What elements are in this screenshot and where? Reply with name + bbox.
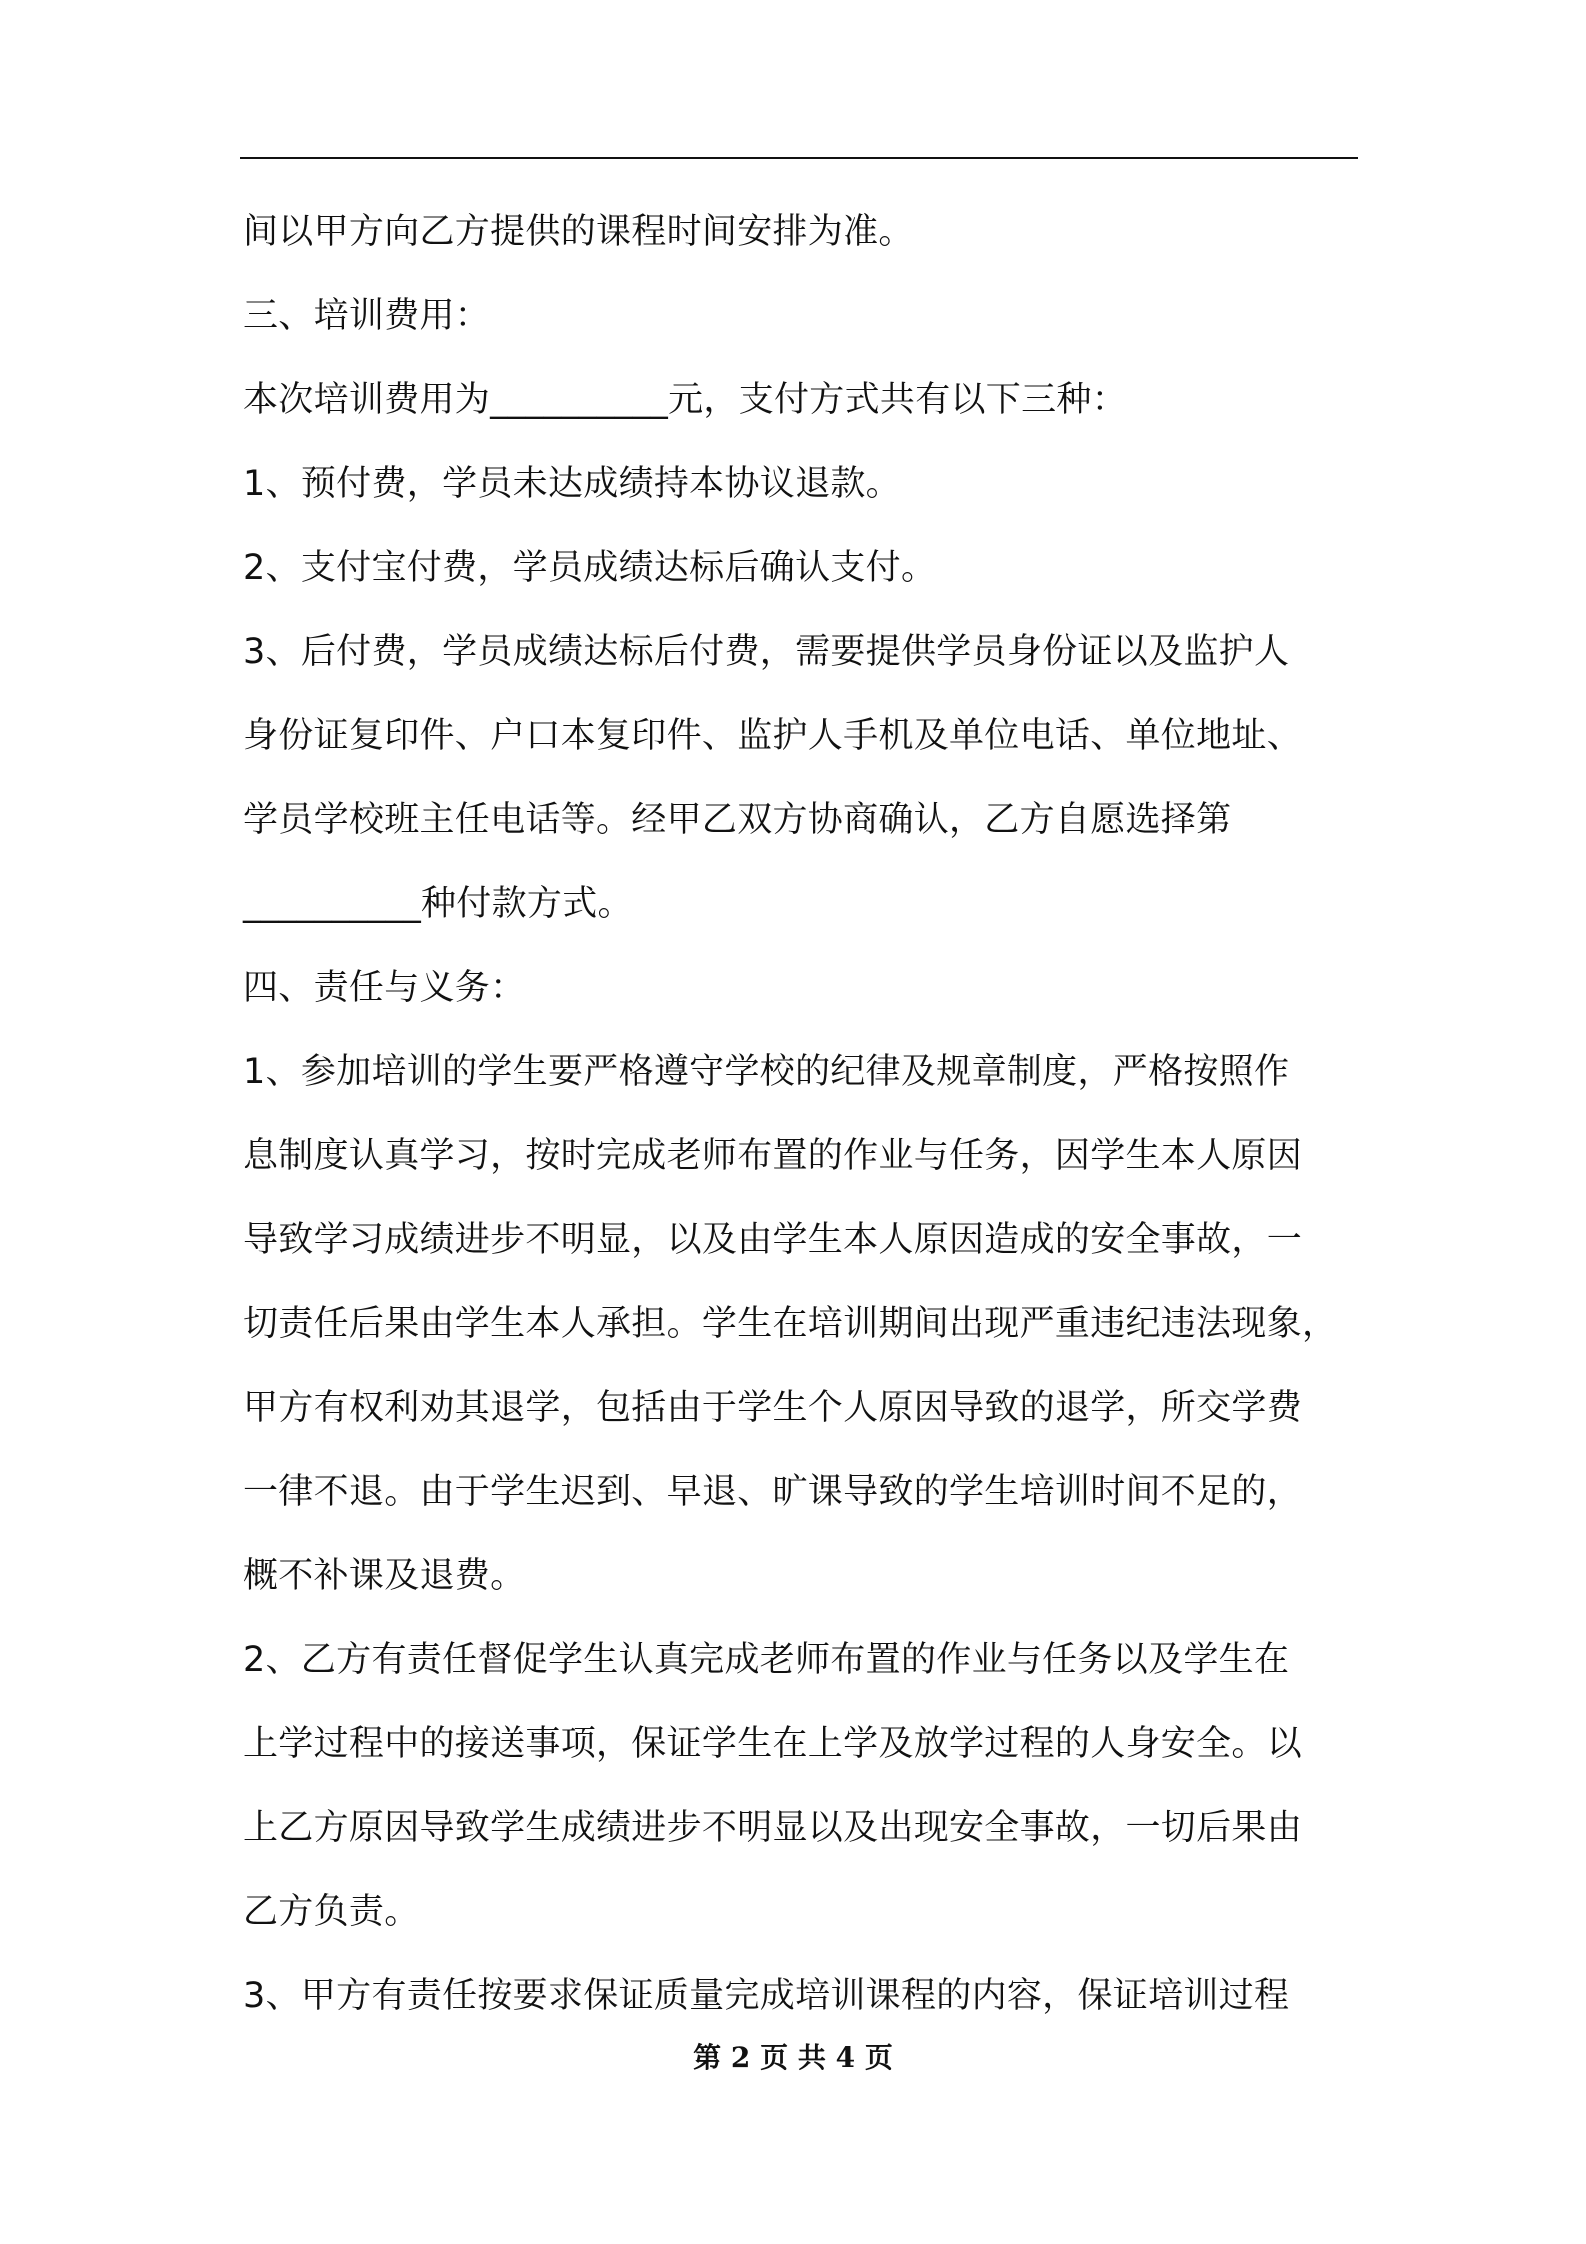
text-line: 上乙方原因导致学生成绩进步不明显以及出现安全事故，一切后果由: [243, 1808, 1303, 1848]
text-line: 概不补课及退费。: [243, 1556, 526, 1596]
text-line: 3、后付费，学员成绩达标后付费，需要提供学员身份证以及监护人: [243, 632, 1290, 672]
section-heading: 三、培训费用：: [243, 296, 491, 336]
text-line: 息制度认真学习，按时完成老师布置的作业与任务，因学生本人原因: [243, 1136, 1303, 1176]
text-line: __________种付款方式。: [243, 884, 633, 924]
text-line: 学员学校班主任电话等。经甲乙双方协商确认，乙方自愿选择第: [243, 800, 1232, 840]
text-line: 乙方负责。: [243, 1892, 420, 1932]
text-line: 一律不退。由于学生迟到、早退、旷课导致的学生培训时间不足的，: [243, 1472, 1303, 1512]
text-line: 切责任后果由学生本人承担。学生在培训期间出现严重违纪违法现象，: [243, 1304, 1338, 1344]
text-line: 1、参加培训的学生要严格遵守学校的纪律及规章制度，严格按照作: [243, 1052, 1290, 1092]
text-line: 甲方有权利劝其退学，包括由于学生个人原因导致的退学，所交学费: [243, 1388, 1303, 1428]
text-line: 2、支付宝付费，学员成绩达标后确认支付。: [243, 548, 937, 588]
text-line: 身份证复印件、户口本复印件、监护人手机及单位电话、单位地址、: [243, 716, 1303, 756]
text-line: 间以甲方向乙方提供的课程时间安排为准。: [243, 212, 914, 252]
text-line: 导致学习成绩进步不明显，以及由学生本人原因造成的安全事故，一: [243, 1220, 1303, 1260]
text-line: 2、乙方有责任督促学生认真完成老师布置的作业与任务以及学生在: [243, 1640, 1290, 1680]
text-line: 上学过程中的接送事项，保证学生在上学及放学过程的人身安全。以: [243, 1724, 1303, 1764]
section-heading: 四、责任与义务：: [243, 968, 526, 1008]
page-number: 第 2 页 共 4 页: [693, 2041, 893, 2074]
text-line: 1、预付费，学员未达成绩持本协议退款。: [243, 464, 901, 504]
text-line: 本次培训费用为__________元，支付方式共有以下三种：: [243, 380, 1128, 420]
document-body: [243, 190, 1368, 2038]
header-rule: [240, 157, 1358, 159]
text-line: 3、甲方有责任按要求保证质量完成培训课程的内容，保证培训过程: [243, 1976, 1290, 2016]
